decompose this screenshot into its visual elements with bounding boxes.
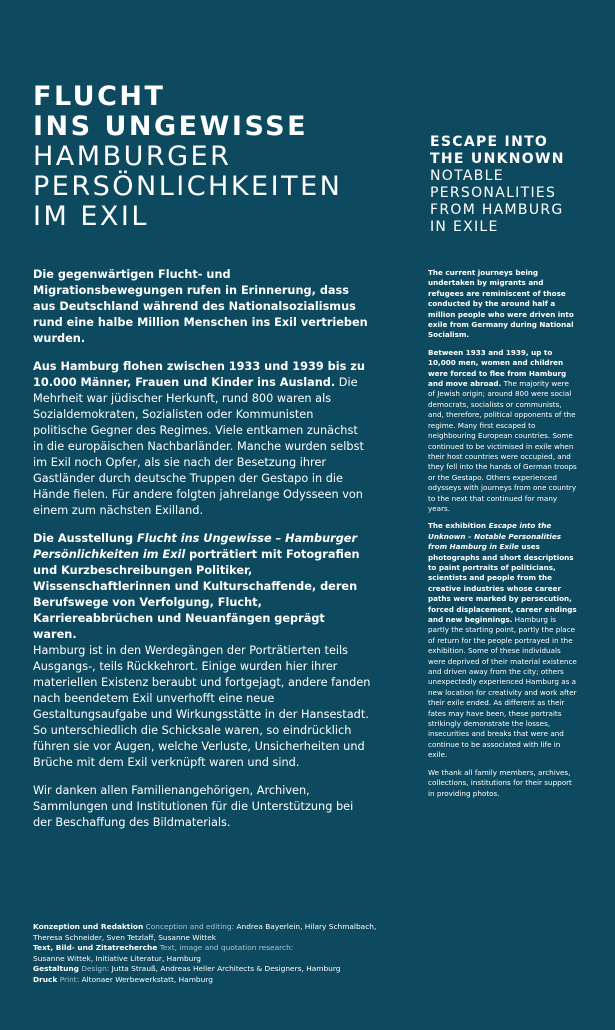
- german-paragraph-4: [33, 643, 371, 771]
- credits-label-conception-en: Conception and editing:: [145, 922, 235, 931]
- credits-label-research: Text, Bild- und Zitatrecherche: [33, 943, 158, 953]
- credits-names-print: Altonaer Werbewerkstatt, Hamburg: [81, 974, 213, 984]
- credits: [33, 922, 593, 986]
- german-intro: Die gegenwärtigen Flucht- und Migrationsbewegungen rufen in Erinnerung, dass aus Deutschland während des Nationalsozialismus rund eine halbe Million Menschen ins Exil vertrieben wurden.: [33, 268, 368, 345]
- english-body: [428, 268, 578, 806]
- german-text: Die Mehrheit war jüdischer Herkunft, rund 800 waren als Sozialdemokraten, Sozialisten oder Kommunisten politische Gegner des Regimes. Viele entkamen zunächst in die europäischen Nachbarländer. Manche wurden selbst im Exil noch Opfer, als sie nach der Besetzung ihrer Gastländer durch deutsche Truppen der Gestapo in die Hände fielen. Für andere folgten jahrelange Odysseen von einem zum nächsten Exilland.: [33, 376, 364, 517]
- german-subtitle-line-1: HAMBURGER: [33, 141, 232, 172]
- credits-line-6: [33, 975, 593, 986]
- german-hamburg-text: Hamburg ist in den Werdegängen der Porträtierten teils Ausgangs-, teils Rückkehrort. Einige wurden hier ihrer materiellen Existenz beraubt und fortgejagt, andere fanden nach beendetem Exil unverhofft eine neue Gestaltungsaufgabe und Wirkungsstätte in der Hansestadt. So unterschiedlich die Schicksale waren, so eindrücklich führen sie vor Augen, welche Verluste, Unsicherheiten und Brüche mit dem Exil verknüpft waren und sind.: [33, 644, 371, 769]
- credits-label-design: Gestaltung: [33, 964, 79, 974]
- german-paragraph-5: [33, 783, 371, 831]
- english-thanks: We thank all family members, archives, collections, institutions for their support in providing photos.: [428, 767, 572, 798]
- german-subtitle-line-3: IM EXIL: [33, 201, 149, 232]
- english-intro: The current journeys being undertaken by migrants and refugees are reminiscent of those conducted by the around half a million people who were driven into exile from Germany during National Socialism.: [428, 268, 574, 340]
- english-paragraph-1: [428, 268, 578, 341]
- german-paragraph-1: [33, 267, 371, 347]
- german-paragraph-3: [33, 531, 371, 643]
- english-exhibition-desc: uses photographs and short descriptions to paint portraits of politicians, scientists and people from the creative industries whose career paths were marked by persecution, forced displacement, career endings and new beginnings.: [428, 542, 577, 624]
- german-title: [33, 82, 393, 232]
- german-exhibition-title: Flucht ins Ungewisse – Hamburger Persönlichkeiten im Exil: [33, 532, 358, 561]
- english-paragraph-2: [428, 348, 578, 515]
- german-exhibition-desc: porträtiert mit Fotografien und Kurzbeschreibungen Politiker, Wissenschaftlerinnen und Kulturschaffende, deren Berufswege von Verfolgung, Flucht, Karriereabbrüchen und Neuanfängen geprägt waren.: [33, 548, 360, 641]
- german-paragraph-2: [33, 359, 371, 519]
- english-subtitle-line-1: NOTABLE: [430, 168, 504, 184]
- english-paragraph-4: [428, 768, 578, 799]
- german-exhibition-lead: Die Ausstellung: [33, 532, 137, 545]
- german-title-line-1: FLUCHT: [33, 81, 166, 112]
- credits-label-design-en: Design:: [81, 964, 110, 974]
- english-exhibition-lead: The exhibition: [428, 521, 489, 531]
- german-body: [33, 267, 371, 843]
- credits-line-1: [33, 922, 593, 933]
- credits-line-3: [33, 943, 593, 954]
- german-subtitle-line-2: PERSÖNLICHKEITEN: [33, 171, 343, 202]
- english-title-line-1: ESCAPE INTO: [430, 134, 549, 150]
- english-emphasis: Between 1933 and 1939, up to 10,000 men, women and children were forced to flee from Hamburg and move abroad.: [428, 347, 567, 389]
- english-title: [430, 134, 610, 236]
- english-title-line-2: THE UNKNOWN: [430, 151, 565, 167]
- english-text: The majority were of Jewish origin; around 800 were social democrats, socialists or communists, and, therefore, political opponents of the regime. Many first escaped to neighbouring European countries. Some continued to be victimised in exile when their host countries were occupied, and they fell into the hands of German troops or the Gestapo. Others experienced odysseys with journeys from one country to the next that continued for many years.: [428, 379, 577, 513]
- credits-label-print-en: Print:: [59, 974, 80, 984]
- german-thanks: Wir danken allen Familienangehörigen, Archiven, Sammlungen und Institutionen für die Unterstützung bei der Beschaffung des Bildmaterials.: [33, 784, 354, 829]
- credits-line-5: [33, 964, 593, 975]
- credits-names-conception: Andrea Bayerlein, Hilary Schmalbach,: [236, 922, 377, 931]
- english-hamburg-text: Hamburg is partly the starting point, partly the place of return for the people portrayed in the exhibition. Some of these individuals were deprived of their material existence and driven away from the city; others unexpectedly experienced Hamburg as a new location for creativity and work after their exile ended. As different as their fates may have been, these portraits strikingly demonstrate the losses, insecurities and breaks that were and continue to be associated with life in exile.: [428, 615, 577, 760]
- credits-label-print: Druck: [33, 974, 58, 984]
- german-emphasis: Aus Hamburg flohen zwischen 1933 und 1939 bis zu 10.000 Männer, Frauen und Kinder ins Ausland.: [33, 360, 365, 389]
- english-subtitle-line-2: PERSONALITIES: [430, 185, 557, 201]
- credits-names-design: Jutta Strauß, Andreas Heller Architects & Designers, Hamburg: [111, 964, 341, 974]
- english-exhibition-title: Escape into the Unknown – Notable Personalities from Hamburg in Exile: [428, 521, 562, 552]
- credits-line-4: Susanne Wittek, Initiative Literatur, Hamburg: [33, 953, 201, 963]
- german-title-line-2: INS UNGEWISSE: [33, 111, 309, 142]
- english-subtitle-line-4: IN EXILE: [430, 219, 499, 235]
- credits-label-conception: Konzeption und Redaktion: [33, 922, 144, 931]
- english-subtitle-line-3: FROM HAMBURG: [430, 202, 564, 218]
- english-paragraph-3: [428, 521, 578, 760]
- credits-label-research-en: Text, image and quotation research:: [159, 943, 294, 953]
- credits-line-2: Theresa Schneider, Sven Tetzlaff, Susanne Wittek: [33, 932, 217, 942]
